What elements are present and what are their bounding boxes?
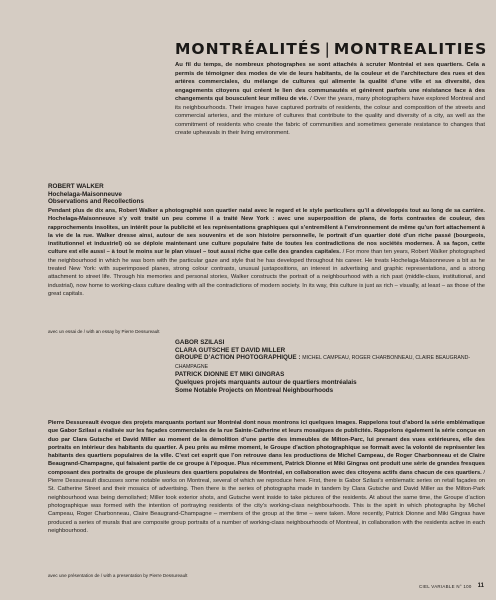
page-footer bbox=[419, 583, 484, 589]
page-number: 11 bbox=[477, 583, 484, 589]
section2-author2: CLARA GUTSCHE ET DAVID MILLER bbox=[175, 346, 286, 354]
section2-credit: avec une présentation de / with a presentation by Pierre Dessureault bbox=[48, 573, 188, 578]
section2-heading bbox=[175, 339, 485, 394]
section1-body bbox=[48, 207, 485, 298]
intro-english: / Over the years, many photographers have explored Montreal and its neighbourhoods. Their images have captured portraits of residents, the colour and composition of the streets and commercial arteries, and the mixture of cultures that contribute to the quality and diversity of a city, as well as the commitment of residents who create the fabric of communities and sometimes generate resistance to changes that create upheavals in their living environment. bbox=[175, 96, 485, 137]
section2-body-english: / Pierre Dessureault discusses some notable works on Montreal, several of which we reproduce here. First, there is Gabor Szilasi’s emblematic series on retail façades on St. Catherine Street and their mosaics of advertising. Then there is the series of photographs made in tandem by Clara Gutsche and David Miller as the Milton-Park neighbourhood was being demolished; Miller took exterior shots, and Gutsche went inside to take pictures of the residents. At about the same time, the Groupe d’action photographique was formed with the intention of portraying residents of the city’s working-class neighbourhoods. This is the spirit in which photographs by Michel Campeau, Roger Charbonneau, Claire Beaugrand-Champagne – members of the group at the time – were taken. More recently, Patrick Dionne and Miki Gingras have produced a series of murals that are composite group portraits of a number of working-class neighbourhoods of Montreal, in collaboration with the residents active in each neighbourhood. bbox=[48, 469, 485, 534]
section1-body-english: / For more than ten years, Robert Walker photographed the neighbourhood in which he was born with the particular gaze and style that he has developed throughout his career. He treats Hochelaga-Maisonneuve a bit as he treated New York: with superimposed planes, strong colour contrasts, unusual juxtapositions, an interest in advertising and graphic representations, and a strong attachment to street life. Through his memories and personal stories, Walker constructs the portrait of a neighbourhood with a rich past (middle-class, institutional, and industrial), now home to working-class culture dealing with all the contradictions of modern society. In its way, this culture is just as rich – visually, at least – as those of the great capitals. bbox=[48, 249, 485, 297]
section1-author: ROBERT WALKER bbox=[48, 183, 104, 190]
section2-body-french: Pierre Dessureault évoque des projets marquants portant sur Montréal dont nous montrons ici quelques images. Rappelons tout d’abord la série emblématique que Gabor Szilasi a réalisée sur les façades commerciales de la rue Sainte-Catherine et leurs mosaïques de publicités. Rappelons également la série conçue en duo par Clara Gutsche et David Miller au moment de la démolition d’une partie des immeubles de Milton-Parc, lui prenant des vues extérieures, elle des portraits en intérieur des habitants du quartier. À peu près au même moment, le Groupe d’action photographique se formait avec la volonté de représenter les habitants des quartiers populaires de la ville. C’est cet esprit que l’on retrouve dans les productions de Michel Campeau, de Roger Charbonneau et de Claire Beaugrand-Champagne, qui faisaient partie de ce groupe à l’époque. Plus récemment, Patrick Dionne et Miki Gingras ont produit une série de grandes fresques composant des portraits de groupe de plusieurs des quartiers populaires de Montréal, en collaboration avec des citoyens actifs dans chacun de ces quartiers. bbox=[48, 420, 485, 476]
section2-body bbox=[48, 419, 485, 535]
page-title bbox=[175, 40, 488, 58]
section2-author1: GABOR SZILASI bbox=[175, 339, 225, 346]
section1-heading bbox=[48, 183, 348, 206]
title-separator: | bbox=[324, 40, 331, 58]
title-english: MONTREALITIES bbox=[333, 40, 488, 58]
section2-group-members: MICHEL CAMPEAU, ROGER CHARBONNEAU, CLAIRE BEAUGRAND-CHAMPAGNE bbox=[175, 355, 471, 370]
intro-french: Au fil du temps, de nombreux photographes se sont attachés à scruter Montréal et ses quartiers. Cela a permis de témoigner des modes de vie de leurs habitants, de la couleur et de l’architecture des rues et des artères commerciales, du mélange de cultures qui alimente la qualité d’une ville et sa diversité, des engagements citoyens qui créent le lien des communautés et génèrent parfois une résistance face à des changements qui bousculent leur milieu de vie. bbox=[175, 62, 485, 103]
section1-subtitle-en: Observations and Recollections bbox=[48, 198, 144, 206]
section2-author3: PATRICK DIONNE ET MIKI GINGRAS bbox=[175, 371, 285, 379]
title-french: MONTRÉALITÉS bbox=[175, 40, 322, 58]
section1-subtitle: Hochelaga-Maisonneuve bbox=[48, 190, 122, 198]
section1-credit: avec un essai de / with an essay by Pierre Dessureault bbox=[48, 329, 160, 334]
magazine-name: CIEL VARIABLE N° 100 bbox=[418, 583, 472, 589]
section2-subtitle-en: Some Notable Projects on Montreal Neighbourhoods bbox=[175, 386, 334, 394]
section1-body-french: Pendant plus de dix ans, Robert Walker a photographié son quartier natal avec le regard et le style particuliers qu’il a développés tout au long de sa carrière. Hochelaga-Maisonneuve s’y voit traité un peu comme il a traité New York : avec une superposition de plans, de forts contrastes de couleur, des rapprochements insolites, un intérêt pour la publicité et les représentations graphiques qui s’entremêlent à l’environnement de même qu’un fort attachement à la vie de la rue. Walker dresse ainsi, autour de ses souvenirs et de son histoire personnelle, le portrait d’un quartier doté d’un riche passé (bourgeois, institutionnel et industriel) où se déploie maintenant une culture populaire faite de toutes les contradictions de nos sociétés modernes. À sa façon, cette culture est elle aussi – à tout le moins sur le plan visuel – tout aussi riche que celle des grandes capitales. bbox=[48, 208, 485, 256]
section2-group bbox=[175, 354, 485, 371]
section2-subtitle: Quelques projets marquants autour de quartiers montréalais bbox=[175, 378, 357, 386]
section2-group-label: GROUPE D’ACTION PHOTOGRAPHIQUE : bbox=[175, 354, 301, 362]
intro-paragraph bbox=[175, 61, 485, 138]
